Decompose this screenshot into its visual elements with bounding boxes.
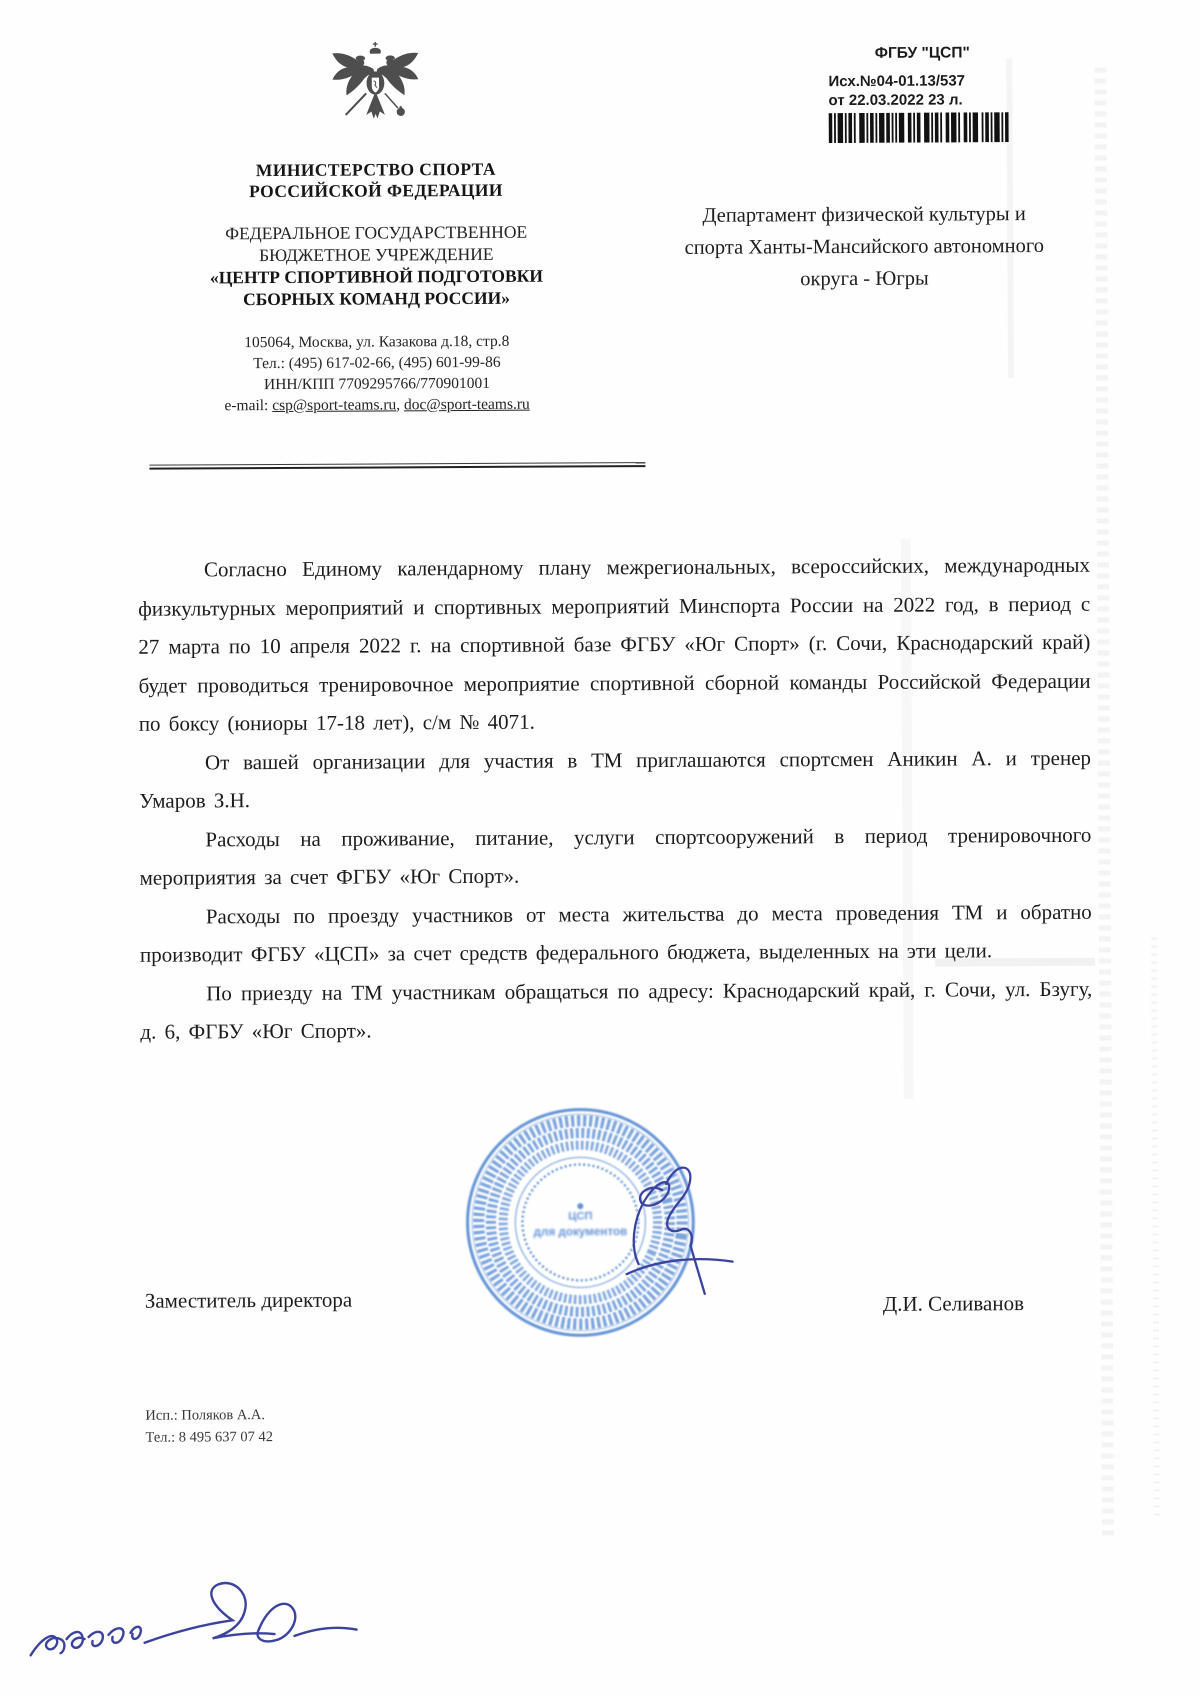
org-name-line1: «ЦЕНТР СПОРТИВНОЙ ПОДГОТОВКИ xyxy=(209,265,544,288)
inn-kpp: ИНН/КПП 7709295766/770901001 xyxy=(263,374,491,394)
body-paragraph: Расходы по проезду участников от места жительства до места проведения ТМ и обратно производит ФГБУ «ЦСП» за счет средств федерального бюджета, выделенных на эти цели. xyxy=(139,899,1092,967)
signer-name: Д.И. Селиванов xyxy=(882,1291,1025,1316)
reg-stamp-date: от 22.03.2022 23 л. xyxy=(828,91,963,110)
barcode-image xyxy=(829,112,1009,143)
postal-address: 105064, Москва, ул. Казакова д.18, стр.8 xyxy=(244,332,510,352)
address-block xyxy=(142,330,612,416)
seal-center-text-2: для документов xyxy=(533,1225,628,1239)
page-corner-signature xyxy=(20,1542,371,1694)
body-paragraph: Расходы на проживание, питание, услуги спортсооружений в период тренировочного мероприятия за счет ФГБУ «Юг Спорт». xyxy=(139,822,1092,890)
body-paragraph: От вашей организации для участия в ТМ приглашаются спортсмен Аникин А. и тренер Умаров З.Н. xyxy=(139,745,1092,813)
email-address-2: doc@sport-teams.ru xyxy=(403,395,530,414)
seal-center-text-1: ЦСП xyxy=(568,1210,593,1223)
recipient-line: спорта Ханты-Мансийского автономного xyxy=(684,234,1045,259)
recipient-line: Департамент физической культуры и xyxy=(702,203,1026,227)
executor-line: Исп.: Поляков А.А. xyxy=(145,1407,266,1424)
director-signature xyxy=(604,1146,755,1317)
org-name-line2: СБОРНЫХ КОМАНД РОССИИ» xyxy=(243,287,511,310)
email-address-1: csp@sport-teams.ru xyxy=(272,396,397,415)
reg-stamp-number: Исх.№04-01.13/537 xyxy=(828,72,966,91)
reg-stamp-org: ФГБУ "ЦСП" xyxy=(874,44,970,62)
org-type-line2: БЮДЖЕТНОЕ УЧРЕЖДЕНИЕ xyxy=(259,243,494,266)
registration-stamp xyxy=(828,44,1017,148)
header-rule-thick xyxy=(149,465,645,470)
scan-artifact xyxy=(1151,937,1160,1517)
org-type-line1: ФЕДЕРАЛЬНОЕ ГОСУДАРСТВЕННОЕ xyxy=(225,221,528,244)
body-paragraph: Согласно Единому календарному плану межрегиональных, всероссийских, международных физкультурных мероприятий и спортивных мероприятий Минспорта России на 2022 год, в период с 27 марта по 10 апреля 2022 г. на спортивной базе ФГБУ «Юг Спорт» (г. Сочи, Краснодарский край) будет проводиться тренировочное мероприятие спортивной сборной команды Российской Федерации по боксу (юниоры 17-18 лет), с/м № 4071. xyxy=(138,552,1091,736)
signer-position: Заместитель директора xyxy=(144,1287,353,1313)
executor-phone-line: Тел.: 8 495 637 07 42 xyxy=(145,1429,274,1446)
email-separator: , xyxy=(396,396,405,414)
recipient-block xyxy=(627,198,1101,296)
email-label: e-mail: xyxy=(224,397,273,415)
body-paragraph: По приезду на ТМ участникам обращаться по адресу: Краснодарский край, г. Сочи, ул. Бзугу, д. 6, ФГБУ «Юг Спорт». xyxy=(140,976,1093,1044)
ministry-name-line1: МИНИСТЕРСТВО СПОРТА xyxy=(255,158,496,181)
coat-of-arms-russia-icon xyxy=(319,35,432,148)
ministry-name-line2: РОССИЙСКОЙ ФЕДЕРАЦИИ xyxy=(249,179,503,202)
header-rule xyxy=(149,462,645,471)
letter-body xyxy=(138,546,1093,1051)
recipient-line: округа - Югры xyxy=(800,267,929,291)
phone-numbers: Тел.: (495) 617-02-66, (495) 601-99-86 xyxy=(253,353,501,373)
email-line xyxy=(142,393,612,416)
letterhead xyxy=(140,34,612,416)
executor-block xyxy=(145,1404,273,1449)
